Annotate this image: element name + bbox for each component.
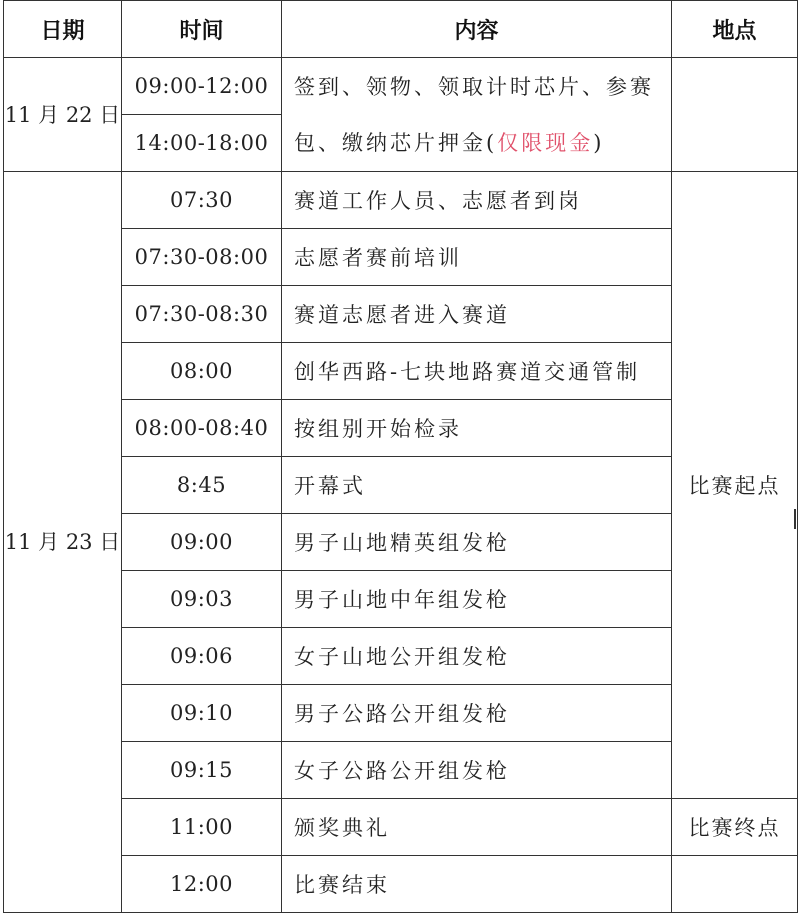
time-cell: 14:00-18:00	[122, 115, 282, 172]
time-cell: 09:03	[122, 571, 282, 628]
date-text: 11 月 23 日	[4, 530, 121, 554]
text-cursor-mark	[794, 509, 796, 529]
time-cell: 09:15	[122, 742, 282, 799]
time-cell: 12:00	[122, 856, 282, 913]
header-place: 地点	[672, 1, 798, 58]
cash-only-note: 仅限现金	[497, 130, 594, 155]
header-date: 日期	[4, 1, 122, 58]
content-cell: 颁奖典礼	[282, 799, 672, 856]
content-cell: 男子山地中年组发枪	[282, 571, 672, 628]
date-cell-nov23	[4, 172, 122, 913]
time-cell: 08:00	[122, 343, 282, 400]
time-cell: 09:10	[122, 685, 282, 742]
content-cell: 男子公路公开组发枪	[282, 685, 672, 742]
content-cell: 女子山地公开组发枪	[282, 628, 672, 685]
content-cell: 志愿者赛前培训	[282, 229, 672, 286]
place-cell-empty	[672, 58, 798, 172]
date-cell-nov22	[4, 58, 122, 172]
table-row	[4, 856, 798, 913]
content-cell: 女子公路公开组发枪	[282, 742, 672, 799]
time-cell: 08:00-08:40	[122, 400, 282, 457]
content-cell-checkin	[282, 58, 672, 172]
time-cell: 09:00-12:00	[122, 58, 282, 115]
place-cell-start: 比赛起点	[672, 172, 798, 799]
schedule-table	[3, 0, 798, 913]
content-text: 签到、领物、领取计时芯片、参赛包、缴纳芯片押金(	[294, 74, 654, 155]
time-cell: 09:00	[122, 514, 282, 571]
place-cell-finish: 比赛终点	[672, 799, 798, 856]
time-cell: 07:30-08:00	[122, 229, 282, 286]
content-cell: 开幕式	[282, 457, 672, 514]
time-cell: 8:45	[122, 457, 282, 514]
content-text-end: )	[593, 130, 605, 155]
date-text: 11 月 22 日	[4, 102, 121, 127]
table-row	[4, 172, 798, 229]
place-cell-empty	[672, 856, 798, 913]
time-cell: 07:30-08:30	[122, 286, 282, 343]
time-cell: 11:00	[122, 799, 282, 856]
table-row	[4, 58, 798, 115]
table-row	[4, 799, 798, 856]
header-time: 时间	[122, 1, 282, 58]
content-cell: 赛道工作人员、志愿者到岗	[282, 172, 672, 229]
content-cell: 创华西路-七块地路赛道交通管制	[282, 343, 672, 400]
content-cell: 比赛结束	[282, 856, 672, 913]
header-content: 内容	[282, 1, 672, 58]
header-row	[4, 1, 798, 58]
content-cell: 赛道志愿者进入赛道	[282, 286, 672, 343]
time-cell: 09:06	[122, 628, 282, 685]
content-cell: 男子山地精英组发枪	[282, 514, 672, 571]
content-cell: 按组别开始检录	[282, 400, 672, 457]
time-cell: 07:30	[122, 172, 282, 229]
